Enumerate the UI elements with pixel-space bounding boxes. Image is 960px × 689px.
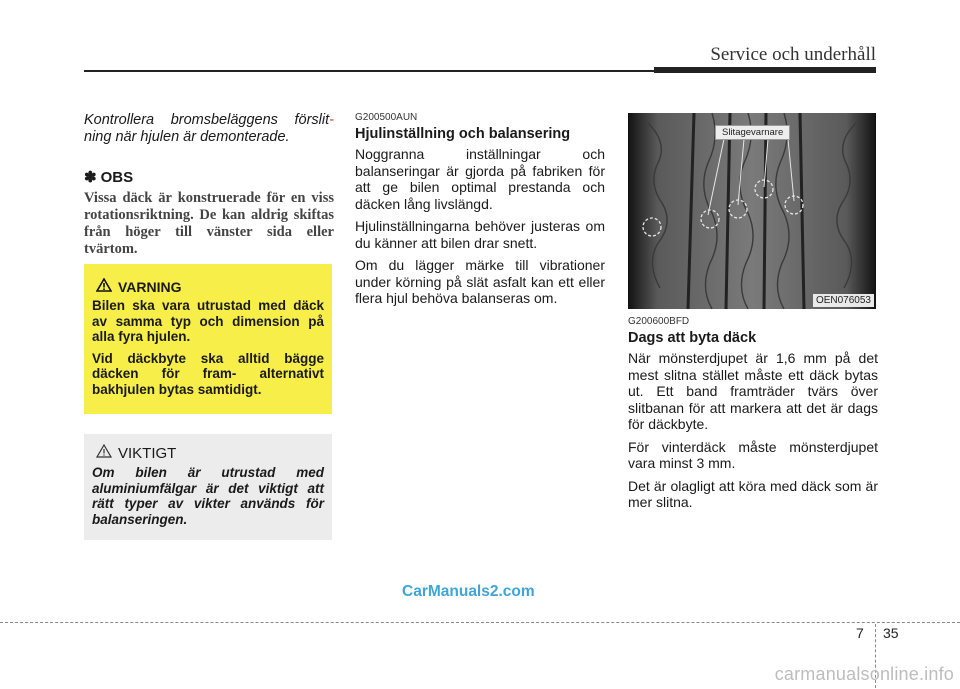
paragraph: Om du lägger märke till vibrationer under körning på slät asfalt kan ett eller flera hjul behöva balanseras om. <box>355 257 605 306</box>
footer-rule <box>0 622 960 623</box>
tread-wear-indicator-label: Slitagevarnare <box>715 125 790 140</box>
intro-text: Kontrollera bromsbeläggens förslit- ning när hjulen är demonterade. <box>84 112 334 145</box>
header-rule-thick <box>654 67 876 73</box>
column-middle <box>355 112 605 313</box>
warning-text-1: Bilen ska vara utrustad med däck av samma typ och dimension på alla fyra hjulen. <box>92 298 324 344</box>
warning-heading: VARNING <box>96 278 324 295</box>
watermark-link[interactable]: CarManuals2.com <box>402 583 535 600</box>
column-right <box>628 316 878 517</box>
warning-icon <box>96 278 112 295</box>
site-watermark: carmanualsonline.info <box>774 664 954 684</box>
header-rule <box>84 70 654 72</box>
page-number: 35 <box>883 625 899 641</box>
tire-tread-illustration <box>628 113 876 309</box>
header-title: Service och underhåll <box>710 44 876 65</box>
paragraph: För vinterdäck måste mönsterdjupet vara minst 3 mm. <box>628 438 878 471</box>
asterisk-icon: ✽ <box>84 169 97 186</box>
chapter-number: 7 <box>856 625 864 641</box>
section-code: G200600BFD <box>628 316 690 327</box>
notice-heading: VIKTIGT <box>96 444 324 462</box>
warning-box <box>84 264 332 414</box>
section-heading: Dags att byta däck <box>628 330 757 346</box>
column-left <box>84 112 334 258</box>
paragraph: Det är olagligt att köra med däck som är mer slitna. <box>628 477 878 510</box>
notice-box <box>84 434 332 540</box>
section-code: G200500AUN <box>355 112 418 123</box>
warning-text-2: Vid däckbyte ska alltid bägge däcken för fram- alternativt bakhjulen bytas samtidigt. <box>92 350 324 397</box>
caution-icon <box>96 444 112 462</box>
paragraph: Hjulinställningarna behöver justeras om du känner att bilen drar snett. <box>355 218 605 251</box>
obs-text: Vissa däck är konstruerade för en viss rotationsriktning. De kan aldrig skiftas från höger till vänster sida eller tvärtom. <box>84 190 334 257</box>
figure-code: OEN076053 <box>813 294 874 307</box>
section-heading: Hjulinställning och balansering <box>355 126 571 142</box>
notice-text: Om bilen är utrustad med aluminiumfälgar är det viktigt att rätt typer av vikter används för balanseringen. <box>92 465 324 527</box>
paragraph: Noggranna inställningar och balanseringar är gjorda på fabriken för att ge bilen optimal prestanda och däcken lång livslängd. <box>355 146 605 212</box>
tire-tread-figure <box>628 113 876 309</box>
obs-heading: ✽ OBS <box>84 168 134 186</box>
paragraph: När mönsterdjupet är 1,6 mm på det mest slitna stället måste ett däck bytas ut. Ett band framträder tvärs över slitbanan för att markera att det är dags för däckbyte. <box>628 350 878 432</box>
